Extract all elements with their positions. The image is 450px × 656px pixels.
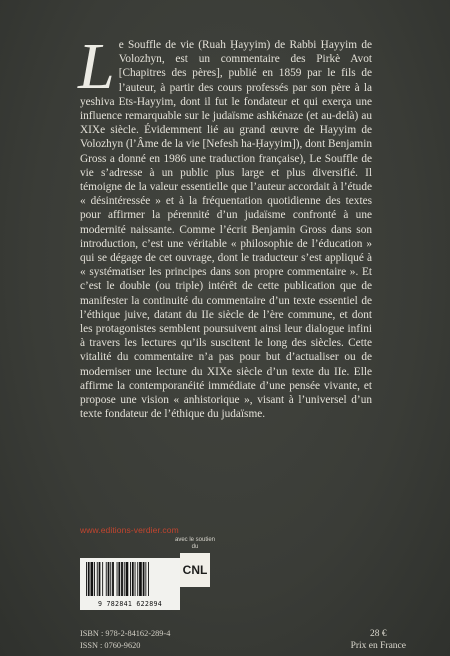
barcode-digits: 9 782841 622894: [97, 600, 163, 608]
publisher-website[interactable]: www.editions-verdier.com: [80, 525, 179, 535]
price-label: Prix en France: [350, 641, 406, 651]
barcode-bar: [130, 562, 131, 596]
cnl-caption: avec le soutien du: [174, 537, 216, 550]
barcode-bar: [108, 562, 110, 596]
isbn-line: ISBN : 978-2-84162-289-4: [80, 629, 171, 638]
barcode-bar: [148, 562, 149, 596]
barcode-bars: [80, 558, 180, 600]
cnl-support: [173, 537, 217, 587]
barcode-bar: [88, 562, 90, 596]
barcode-bar: [102, 562, 103, 596]
issn-line: ISSN : 0760-9620: [80, 641, 141, 650]
barcode-bar: [143, 562, 145, 596]
barcode-bar: [106, 562, 107, 596]
barcode-bar: [94, 562, 95, 596]
barcode: [80, 558, 180, 610]
barcode-bar: [126, 562, 129, 596]
barcode-bar: [137, 562, 138, 596]
barcode-bar: [117, 562, 118, 596]
isbn-block: [80, 628, 170, 652]
price-amount: 28 €: [369, 629, 387, 639]
barcode-bar: [139, 562, 142, 596]
barcode-bar: [132, 562, 134, 596]
drop-cap: L: [78, 30, 115, 103]
price-block: [351, 628, 406, 652]
blurb-text-block: [78, 30, 372, 421]
barcode-bar: [121, 562, 123, 596]
barcode-bar: [99, 562, 101, 596]
barcode-bar: [118, 562, 120, 596]
barcode-bar: [145, 562, 146, 596]
barcode-bar: [97, 562, 98, 596]
barcode-bar: [86, 562, 87, 596]
barcode-bar: [112, 562, 114, 596]
blurb-paragraph: e Souffle de vie (Ruah Ḥayyim) de Rabbi Ḥayyim de Volozhyn, est un commentaire des Pirkè Avot [Chapitres des pères], publié en 1859 par le fils de l’auteur, à partir des cours professés par son père à la yeshiva Ets-Hayyim, dont il fut le fondateur et qui exerça une influence remarquable sur le judaïsme ashkénaze (et au-delà) au XIXe siècle. Évidemment lié au grand œuvre de Hayyim de Volozhyn (l’Âme de la vie [Nefesh ha-Ḥayyim]), dont Benjamin Gross a donné en 1986 une traduction française), Le Souffle de vie s’adresse à un public plus large et plus diversifié. Il témoigne de la valeur essentielle que l’auteur accordait à l’étude « désintéressée » et à la fréquentation quotidienne des textes pour affirmer la pérennité d’un judaïsme confronté à une modernité naissante. Comme l’écrit Benjamin Gross dans son introduction, c’est une véritable « philosophie de l’éducation » qui se dégage de cet ouvrage, dont le traducteur s’est appliqué à « systématiser les principes dans son propre commentaire ». Et c’est le double (ou triple) intérêt de cette publication que de manifester la continuité du commentaire d’un texte essentiel de l’éthique juive, datant du IIe siècle de l’ère commune, et dont les protagonistes semblent poursuivent ainsi leur dialogue infini à travers les lectures qu’ils suscitent le long des siècles. Cette vitalité du commentaire n’a pas pour but d’actualiser ou de moderniser une lecture du XIXe siècle d’un texte du IIe. Elle affirme la contemporanéité immédiate d’une pensée vivante, et propose une vision « anhistorique », visant à l’universel d’un texte fondateur de l’éthique du judaïsme.: [80, 39, 372, 421]
barcode-bar: [91, 562, 94, 596]
barcode-bar: [110, 562, 111, 596]
cnl-logo: CNL: [180, 553, 210, 587]
barcode-bar: [135, 562, 136, 596]
barcode-bar: [124, 562, 125, 596]
